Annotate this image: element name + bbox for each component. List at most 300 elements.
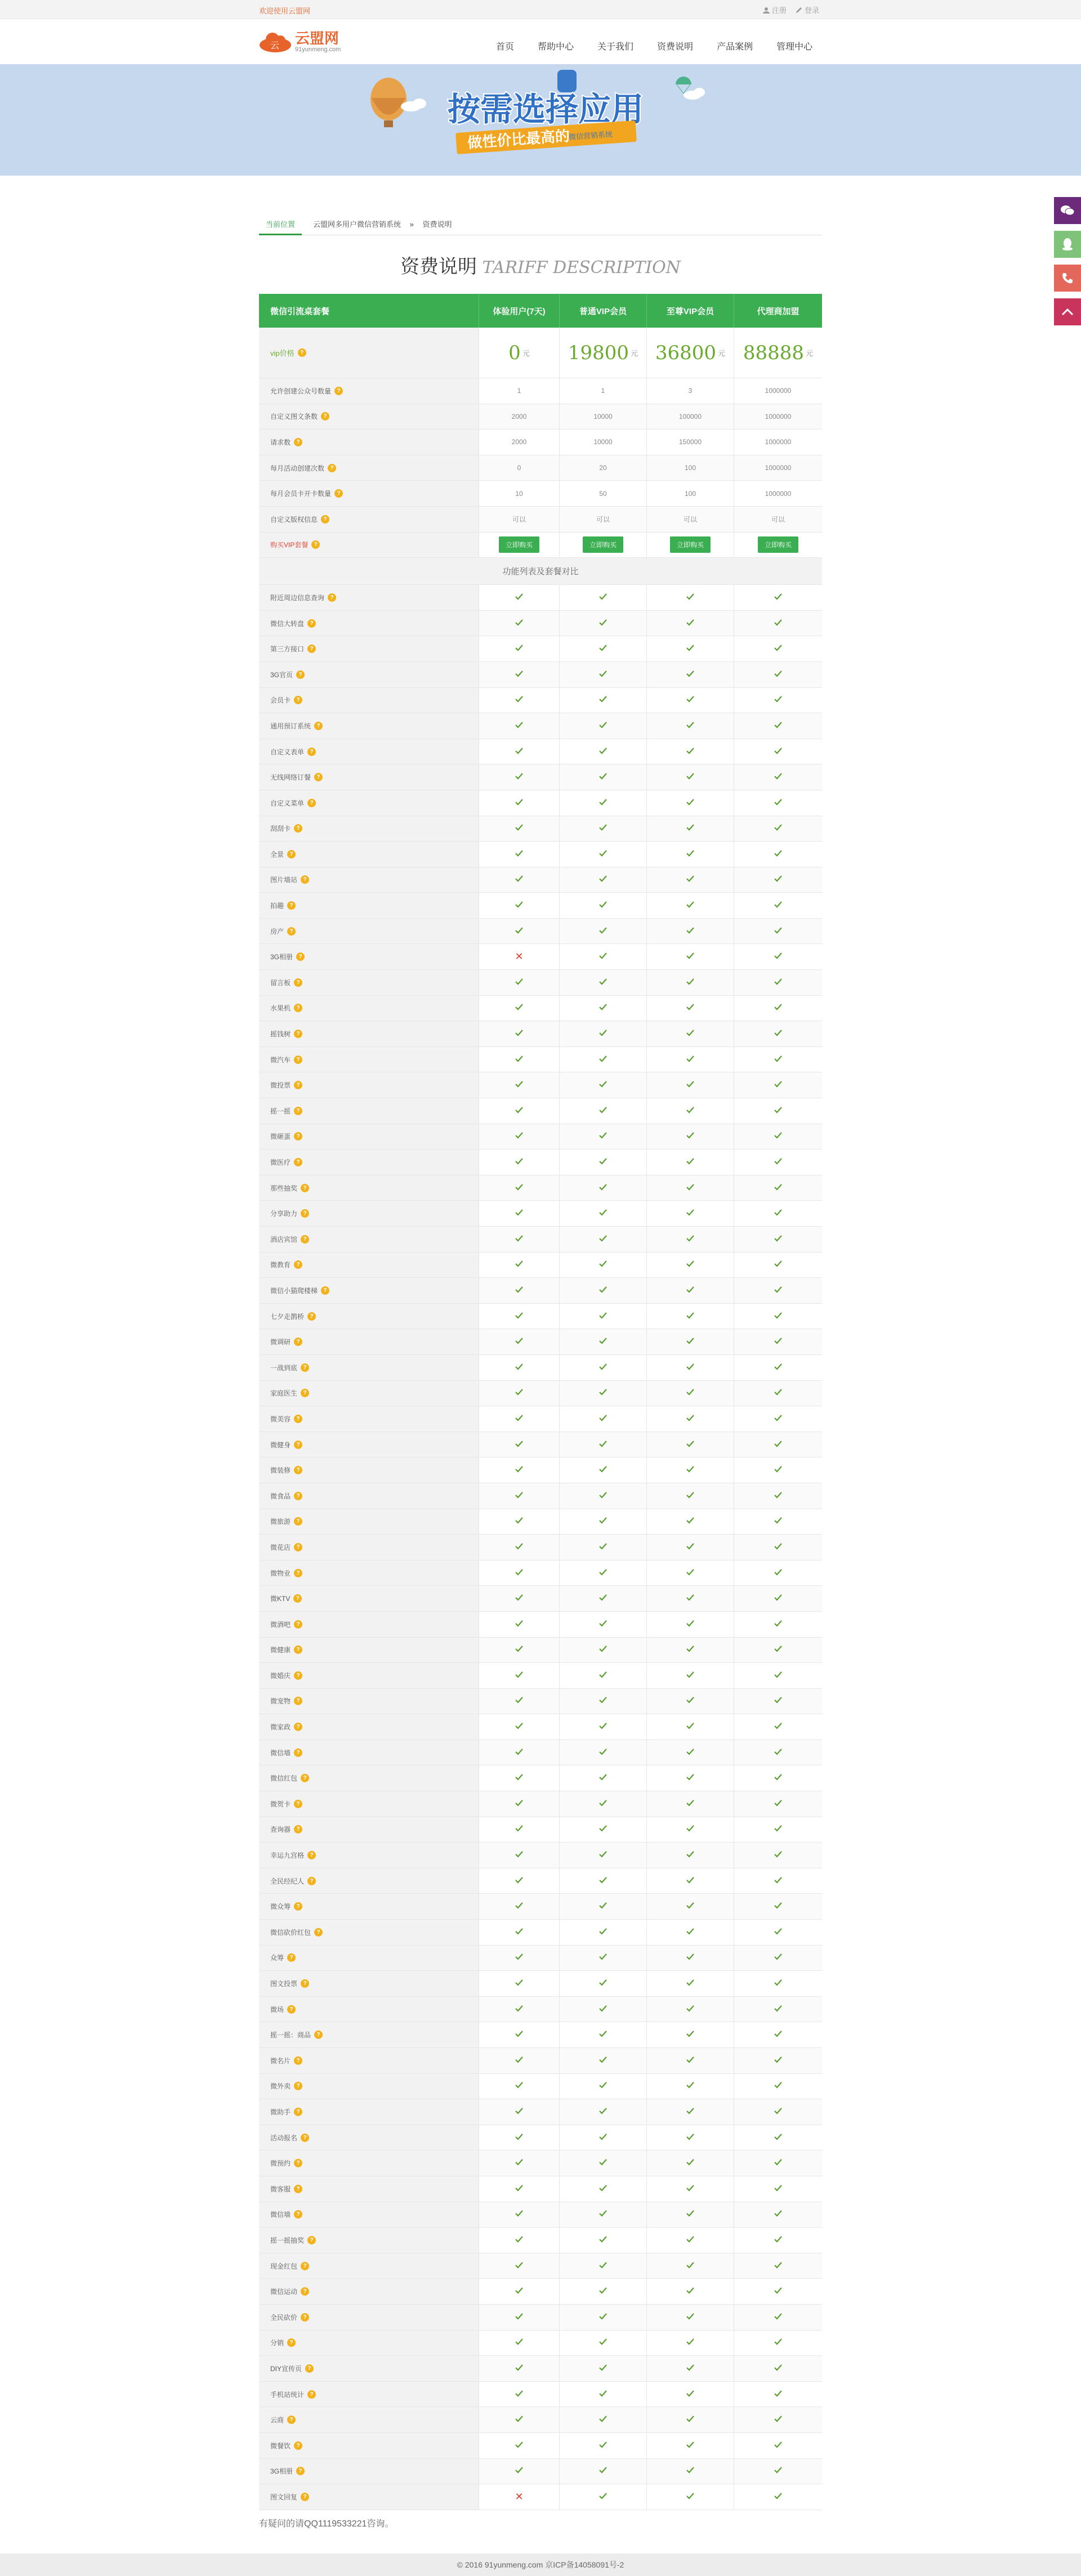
help-icon[interactable]: ? [321,1286,329,1295]
check-icon [686,874,695,885]
help-icon[interactable]: ? [301,1774,309,1782]
help-icon[interactable]: ? [301,2313,309,2322]
help-icon[interactable]: ? [294,1825,302,1833]
logo-name: 云盟网 [295,30,340,47]
help-icon[interactable]: ? [287,1953,296,1962]
check-icon [598,2132,607,2143]
help-icon[interactable]: ? [307,1312,316,1321]
feature-label: 微信砍价红包 ? [259,1920,479,1945]
check-icon [774,1285,783,1296]
feature-row [259,1483,822,1509]
feature-row [259,2459,822,2485]
check-icon [598,1773,607,1783]
check-icon [774,900,783,911]
feature-label: 微客服 ? [259,2176,479,2202]
help-icon[interactable]: ? [301,1389,309,1397]
help-icon[interactable]: ? [287,2416,296,2424]
check-icon [515,1876,524,1886]
check-icon [686,1208,695,1219]
check-icon [598,2158,607,2168]
breadcrumb-current: 资费说明 [422,220,452,229]
check-icon [686,1465,695,1475]
check-icon [686,643,695,654]
balloon-icon [370,78,407,127]
check-icon [686,1696,695,1706]
check-icon [515,2029,524,2040]
check-icon [774,926,783,937]
feature-label: 摇一摇：商品 ? [259,2022,479,2047]
check-icon [686,1644,695,1655]
help-icon[interactable]: ? [307,2236,316,2244]
feature-label: 3G相册 ? [259,2459,479,2484]
help-icon[interactable]: ? [294,978,302,987]
check-icon [774,1028,783,1039]
help-icon[interactable]: ? [296,2467,305,2475]
feature-row [259,1124,822,1150]
check-icon [598,874,607,885]
check-icon [686,1876,695,1886]
help-icon[interactable]: ? [294,1132,302,1141]
help-icon[interactable]: ? [287,901,296,910]
help-icon[interactable]: ? [305,2364,314,2373]
check-icon [774,2363,783,2374]
buy-now-button[interactable]: 立即购买 [758,536,798,553]
check-icon [686,772,695,782]
help-icon[interactable]: ? [301,2262,309,2270]
feature-label: 微教育 ? [259,1253,479,1278]
phone-icon[interactable] [1054,265,1081,292]
check-icon [774,2235,783,2246]
feature-row [259,1355,822,1381]
limit-value: 50 [559,481,646,506]
check-icon [598,1414,607,1424]
check-icon [515,1773,524,1783]
help-icon[interactable]: ? [314,1928,323,1937]
check-icon [774,977,783,988]
help-icon[interactable]: ? [294,2441,302,2450]
check-icon [686,2132,695,2143]
check-icon [515,1465,524,1475]
check-icon [686,669,695,680]
feature-row [259,2305,822,2331]
feature-label: 自定义表单 ? [259,739,479,764]
help-icon[interactable]: ? [294,2056,302,2065]
pencil-icon [796,7,802,14]
check-icon [515,1054,524,1065]
feature-label: 微旅游 ? [259,1509,479,1535]
check-icon [598,1465,607,1475]
feature-row [259,662,822,688]
check-icon [598,643,607,654]
feature-row [259,2356,822,2382]
check-icon [686,1721,695,1732]
feature-label: 无线网络订餐 ? [259,764,479,790]
login-link[interactable]: 登录 [796,5,819,15]
check-icon [515,926,524,937]
check-icon [686,977,695,988]
check-icon [774,2209,783,2220]
nav-pricing[interactable]: 资费说明 [657,42,694,52]
check-icon [774,1465,783,1475]
check-icon [686,1028,695,1039]
check-icon [515,2158,524,2168]
check-icon [598,823,607,834]
help-icon[interactable]: ? [301,1184,309,1192]
help-icon[interactable]: ? [294,2210,302,2219]
feature-label: 微宠物 ? [259,1689,479,1714]
check-icon [598,1336,607,1347]
feature-row [259,1560,822,1586]
check-icon [598,2389,607,2400]
check-icon [774,1619,783,1630]
check-icon [515,1824,524,1835]
limit-label: 自定义版权信息 ? [259,507,479,532]
help-icon[interactable]: ? [294,1697,302,1705]
check-icon [686,1414,695,1424]
feature-label: 微信小猫爬楼梯 ? [259,1278,479,1303]
feature-row [259,611,822,637]
check-icon [598,2107,607,2117]
help-icon[interactable]: ? [294,1517,302,1526]
feature-label: 自定义菜单 ? [259,790,479,816]
help-icon[interactable]: ? [307,748,316,756]
help-icon[interactable]: ? [334,489,343,498]
help-icon[interactable]: ? [301,2134,309,2142]
check-icon [686,1542,695,1553]
check-icon [598,2081,607,2091]
check-icon [598,1747,607,1758]
back-to-top-icon[interactable] [1054,298,1081,325]
help-icon[interactable]: ? [294,1004,302,1012]
check-icon [686,1003,695,1013]
help-icon[interactable]: ? [293,1594,302,1603]
help-icon[interactable]: ? [301,1235,309,1244]
feature-row [259,1997,822,2023]
check-icon [774,2132,783,2143]
limit-label: 允许创建公众号数量 ? [259,378,479,404]
help-icon[interactable]: ? [301,1363,309,1372]
feature-label: 微信红包 ? [259,1765,479,1791]
check-icon [515,2337,524,2348]
buy-now-button[interactable]: 立即购买 [583,536,623,553]
help-icon[interactable]: ? [314,2031,323,2039]
help-icon[interactable]: ? [294,1056,302,1064]
price-unit: 元 [522,350,530,358]
check-icon [686,618,695,629]
help-icon[interactable]: ? [294,1748,302,1757]
feature-row [259,1098,822,1124]
help-icon[interactable]: ? [334,387,343,395]
help-icon[interactable]: ? [294,2185,302,2193]
check-icon [598,1388,607,1398]
check-icon [774,1414,783,1424]
help-icon[interactable]: ? [294,1441,302,1449]
help-icon[interactable]: ? [287,2005,296,2014]
check-icon [686,1773,695,1783]
limit-row [259,481,822,507]
help-icon[interactable]: ? [314,773,323,781]
help-icon[interactable]: ? [307,1877,316,1885]
feature-label: 摇一摇 ? [259,1098,479,1124]
help-icon[interactable]: ? [294,1466,302,1474]
check-icon [515,874,524,885]
feature-row [259,970,822,996]
check-icon [774,1183,783,1193]
help-icon[interactable]: ? [294,1081,302,1089]
limit-value: 可以 [559,507,646,532]
help-icon[interactable]: ? [307,2390,316,2399]
help-icon[interactable]: ? [294,438,302,446]
help-icon[interactable]: ? [314,722,323,730]
check-icon [686,926,695,937]
feature-label: 微信运动 ? [259,2279,479,2304]
help-icon[interactable]: ? [301,875,309,884]
check-icon [598,2414,607,2425]
help-icon[interactable]: ? [311,540,320,549]
check-icon [515,1439,524,1450]
help-icon[interactable]: ? [294,1492,302,1500]
check-icon [598,1619,607,1630]
limit-label: 每月会员卡开卡数量 ? [259,481,479,506]
breadcrumb-label: 当前位置 [259,215,302,235]
check-icon [515,1927,524,1938]
check-icon [515,2286,524,2297]
register-link[interactable]: 注册 [763,5,787,15]
help-icon[interactable]: ? [294,1671,302,1680]
nav-help[interactable]: 帮助中心 [538,42,574,52]
check-icon [686,1824,695,1835]
feature-row [259,1740,822,1766]
help-icon[interactable]: ? [294,1800,302,1808]
feature-row [259,790,822,816]
check-icon [598,1157,607,1168]
check-icon [598,1491,607,1501]
help-icon[interactable]: ? [294,1645,302,1654]
check-icon [515,1336,524,1347]
feature-row [259,1201,822,1227]
check-icon [774,2261,783,2271]
feature-section-title: 功能列表及套餐对比 [259,558,822,585]
help-icon[interactable]: ? [287,2338,296,2347]
check-icon [515,1670,524,1681]
limit-value: 3 [646,378,734,404]
nav-home[interactable]: 首页 [496,42,515,52]
logo[interactable] [259,30,341,53]
check-icon [774,1824,783,1835]
help-icon[interactable]: ? [294,1569,302,1577]
help-icon[interactable]: ? [294,1107,302,1115]
check-icon [686,1362,695,1373]
check-icon [515,2389,524,2400]
check-icon [774,823,783,834]
check-icon [598,798,607,808]
help-icon[interactable]: ? [294,2082,302,2090]
nav-about[interactable]: 关于我们 [597,42,634,52]
check-icon [774,1516,783,1527]
help-icon[interactable]: ? [294,1030,302,1038]
nav-admin[interactable]: 管理中心 [776,42,813,52]
feature-row [259,1329,822,1355]
limit-label: 请求数 ? [259,430,479,455]
check-icon [598,695,607,705]
check-icon [598,772,607,782]
help-icon[interactable]: ? [294,1723,302,1731]
check-icon [515,1491,524,1501]
breadcrumb-home[interactable]: 云盟网多用户微信营销系统 [313,220,401,229]
check-icon [515,1644,524,1655]
help-icon[interactable]: ? [298,348,306,357]
check-icon [774,1208,783,1219]
feature-row [259,1791,822,1817]
check-icon [515,1721,524,1732]
check-icon [686,1131,695,1142]
breadcrumb [259,215,822,235]
help-icon[interactable]: ? [328,593,336,602]
feature-row [259,2433,822,2459]
banner-art [0,64,1081,176]
feature-label: 现金红包 ? [259,2253,479,2279]
nav-cases[interactable]: 产品案例 [717,42,753,52]
price-unit: 元 [718,350,726,358]
feature-row [259,1817,822,1843]
help-icon[interactable]: ? [294,824,302,833]
feature-row [259,1406,822,1432]
help-icon[interactable]: ? [301,1209,309,1218]
check-icon [598,951,607,962]
help-icon[interactable]: ? [301,1979,309,1988]
limit-value: 10000 [559,430,646,455]
help-icon[interactable]: ? [296,952,305,961]
page-title-en: TARIFF DESCRIPTION [482,258,681,278]
check-icon [686,1157,695,1168]
check-icon [515,2414,524,2425]
check-icon [774,2055,783,2066]
check-icon [774,2029,783,2040]
help-icon[interactable]: ? [307,1851,316,1859]
help-icon[interactable]: ? [294,1158,302,1166]
help-icon[interactable]: ? [328,464,336,472]
help-icon[interactable]: ? [307,799,316,807]
feature-row [259,996,822,1022]
help-icon[interactable]: ? [321,412,329,421]
qq-icon[interactable] [1054,231,1081,258]
help-icon[interactable]: ? [287,850,296,858]
check-icon [598,721,607,731]
feature-row [259,1714,822,1740]
feature-row [259,1868,822,1894]
help-icon[interactable]: ? [307,645,316,653]
check-icon [515,2209,524,2220]
check-icon [686,746,695,757]
limit-value: 1000000 [734,481,822,506]
check-icon [686,1311,695,1322]
feature-label: 微花店 ? [259,1535,479,1560]
check-icon [515,1850,524,1861]
check-icon [515,900,524,911]
help-icon[interactable]: ? [296,670,305,679]
check-icon [774,1568,783,1578]
check-icon [686,1491,695,1501]
feature-label: 七夕走鹊桥 ? [259,1304,479,1329]
check-icon [774,1003,783,1013]
help-icon[interactable]: ? [294,696,302,704]
help-icon[interactable]: ? [301,2493,309,2501]
limit-value: 1 [479,378,559,404]
check-icon [598,1568,607,1578]
help-icon[interactable]: ? [294,1543,302,1551]
feature-label: 会员卡 ? [259,688,479,713]
table-header-cell: 代理商加盟 [734,294,822,328]
help-icon[interactable]: ? [294,1620,302,1629]
buy-now-button[interactable]: 立即购买 [670,536,711,553]
help-icon[interactable]: ? [294,1338,302,1346]
check-icon [774,1259,783,1270]
check-icon [598,2440,607,2451]
check-icon [774,1234,783,1245]
check-icon [686,1619,695,1630]
check-icon [774,592,783,603]
check-icon [774,1054,783,1065]
check-icon [598,1696,607,1706]
help-icon[interactable]: ? [294,1415,302,1423]
buy-now-button[interactable]: 立即购买 [499,536,539,553]
feature-label: 活动报名 ? [259,2125,479,2150]
wechat-icon[interactable] [1054,197,1081,224]
check-icon [598,1901,607,1912]
check-icon [515,643,524,654]
check-icon [686,1978,695,1989]
check-icon [774,1721,783,1732]
check-icon [598,1362,607,1373]
check-icon [774,2414,783,2425]
check-icon [686,2209,695,2220]
check-icon [598,1131,607,1142]
help-icon[interactable]: ? [294,2159,302,2167]
limit-value: 20 [559,455,646,481]
feature-label: 留言板 ? [259,970,479,995]
check-icon [686,2440,695,2451]
help-icon[interactable]: ? [294,2108,302,2116]
check-icon [774,2184,783,2194]
check-icon [515,2055,524,2066]
check-icon [515,1593,524,1604]
check-icon [515,1131,524,1142]
help-icon[interactable]: ? [287,927,296,936]
feature-row [259,1586,822,1612]
help-icon[interactable]: ? [294,1902,302,1911]
feature-row [259,739,822,765]
check-icon [686,2363,695,2374]
check-icon [515,1003,524,1013]
check-icon [774,2440,783,2451]
help-icon[interactable]: ? [307,619,316,628]
help-icon[interactable]: ? [301,2287,309,2296]
footer: © 2016 91yunmeng.com 京ICP备14058091号-2 [0,2553,1081,2576]
help-icon[interactable]: ? [294,1260,302,1269]
feature-label: 图文回复 ? [259,2484,479,2510]
header [0,19,1081,64]
limit-value: 100 [646,455,734,481]
price-unit: 元 [631,350,638,358]
feature-row [259,2125,822,2151]
feature-row [259,842,822,867]
feature-label: 微食品 ? [259,1483,479,1509]
feature-label: 微婚庆 ? [259,1663,479,1688]
help-icon[interactable]: ? [321,515,329,524]
page-title: 资费说明 TARIFF DESCRIPTION [400,256,681,278]
check-icon [686,1670,695,1681]
check-icon [686,2184,695,2194]
